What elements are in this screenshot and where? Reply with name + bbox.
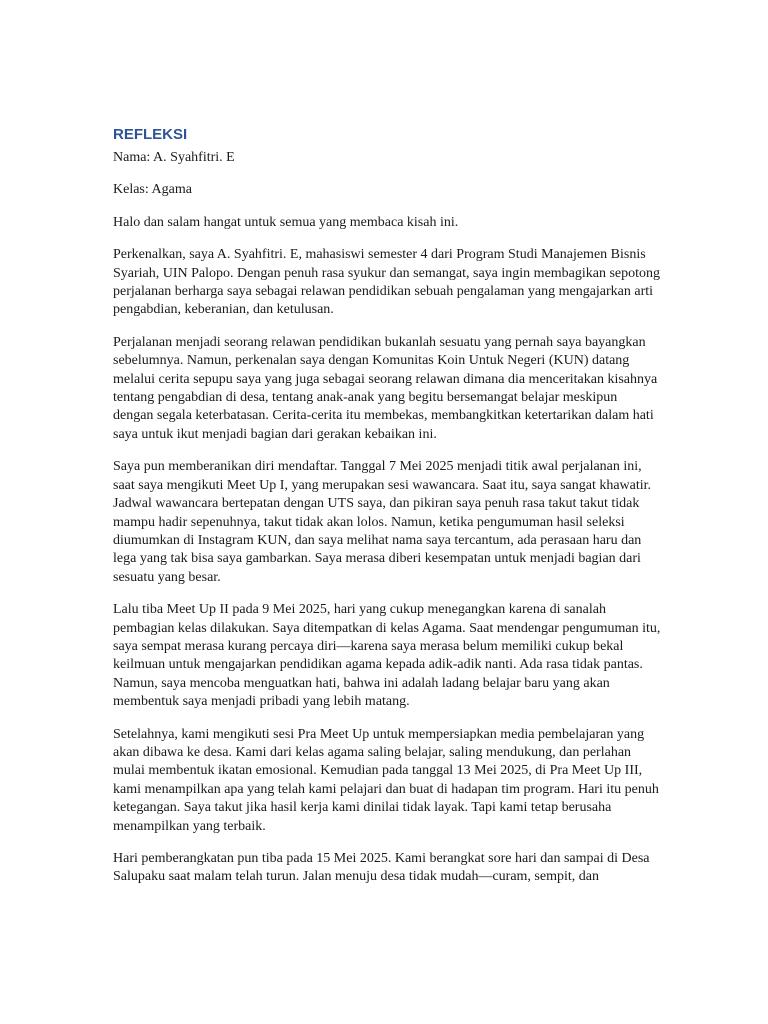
class-line: Kelas: Agama	[113, 182, 192, 198]
paragraph-meetup-two: Lalu tiba Meet Up II pada 9 Mei 2025, hari yang cukup menegangkan karena di sanalah pembagian kelas dilakukan. Saya ditempatkan di kelas Agama. Saat mendengar pengumuman itu, saya sempat merasa kurang percaya diri—karena saya merasa belum memiliki cukup bekal keilmuan untuk mengajarkan pendidikan agama kepada adik-adik nanti. Ada rasa tidak pantas. Namun, saya mencoba menguatkan hati, bahwa ini adalah ladang belajar baru yang akan membentuk saya menjadi pribadi yang lebih matang.	[113, 602, 661, 710]
paragraph-pra-meetup: Setelahnya, kami mengikuti sesi Pra Meet Up untuk mempersiapkan media pembelajaran yang akan dibawa ke desa. Kami dari kelas agama saling belajar, saling mendukung, dan perlahan mulai membentuk ikatan emosional. Kemudian pada tanggal 13 Mei 2025, di Pra Meet Up III, kami menampilkan apa yang telah kami pelajari dan buat di hadapan tim program. Hari itu penuh ketegangan. Saya takut jika hasil kerja kami dinilai tidak layak. Tapi kami tetap berusaha menampilkan yang terbaik.	[113, 726, 659, 834]
paragraph-departure: Hari pemberangkatan pun tiba pada 15 Mei 2025. Kami berangkat sore hari dan sampai di Desa Salupaku saat malam telah turun. Jalan menuju desa tidak mudah—curam, sempit, dan	[113, 851, 650, 885]
document-heading: REFLEKSI	[113, 126, 188, 143]
paragraph-registration: Saya pun memberanikan diri mendaftar. Tanggal 7 Mei 2025 menjadi titik awal perjalanan ini, saat saya mengikuti Meet Up I, yang merupakan sesi wawancara. Saat itu, saya sangat khawatir. Jadwal wawancara bertepatan dengan UTS saya, dan pikiran saya penuh rasa takut takut tidak mampu hadir sepenuhnya, takut tidak akan lolos. Namun, ketika pengumuman hasil seleksi diumumkan di Instagram KUN, dan saya melihat nama saya tercantum, ada perasaan haru dan lega yang tak bisa saya gambarkan. Saya merasa diberi kesempatan untuk menjadi bagian dari sesuatu yang besar.	[113, 459, 652, 585]
paragraph-background: Perjalanan menjadi seorang relawan pendidikan bukanlah sesuatu yang pernah saya bayangkan sebelumnya. Namun, perkenalan saya dengan Komunitas Koin Untuk Negeri (KUN) datang melalui cerita sepupu saya yang juga sebagai seorang relawan dimana dia menceritakan kisahnya tentang pengabdian di desa, tentang anak-anak yang begitu bersemangat belajar meskipun dengan segala keterbatasan. Cerita-cerita itu membekas, membangkitkan ketertarikan dalam hati saya untuk ikut menjadi bagian dari gerakan kebaikan ini.	[113, 334, 658, 442]
paragraph-introduction: Perkenalkan, saya A. Syahfitri. E, mahasiswi semester 4 dari Program Studi Manajemen Bisnis Syariah, UIN Palopo. Dengan penuh rasa syukur dan semangat, saya ingin membagikan sepotong perjalanan berharga saya sebagai relawan pendidikan sebuah pengalaman yang mengajarkan arti pengabdian, keberanian, dan ketulusan.	[113, 247, 661, 318]
paragraph-greeting: Halo dan salam hangat untuk semua yang membaca kisah ini.	[113, 214, 459, 230]
name-line: Nama: A. Syahfitri. E	[113, 150, 235, 165]
document-page	[113, 126, 661, 901]
